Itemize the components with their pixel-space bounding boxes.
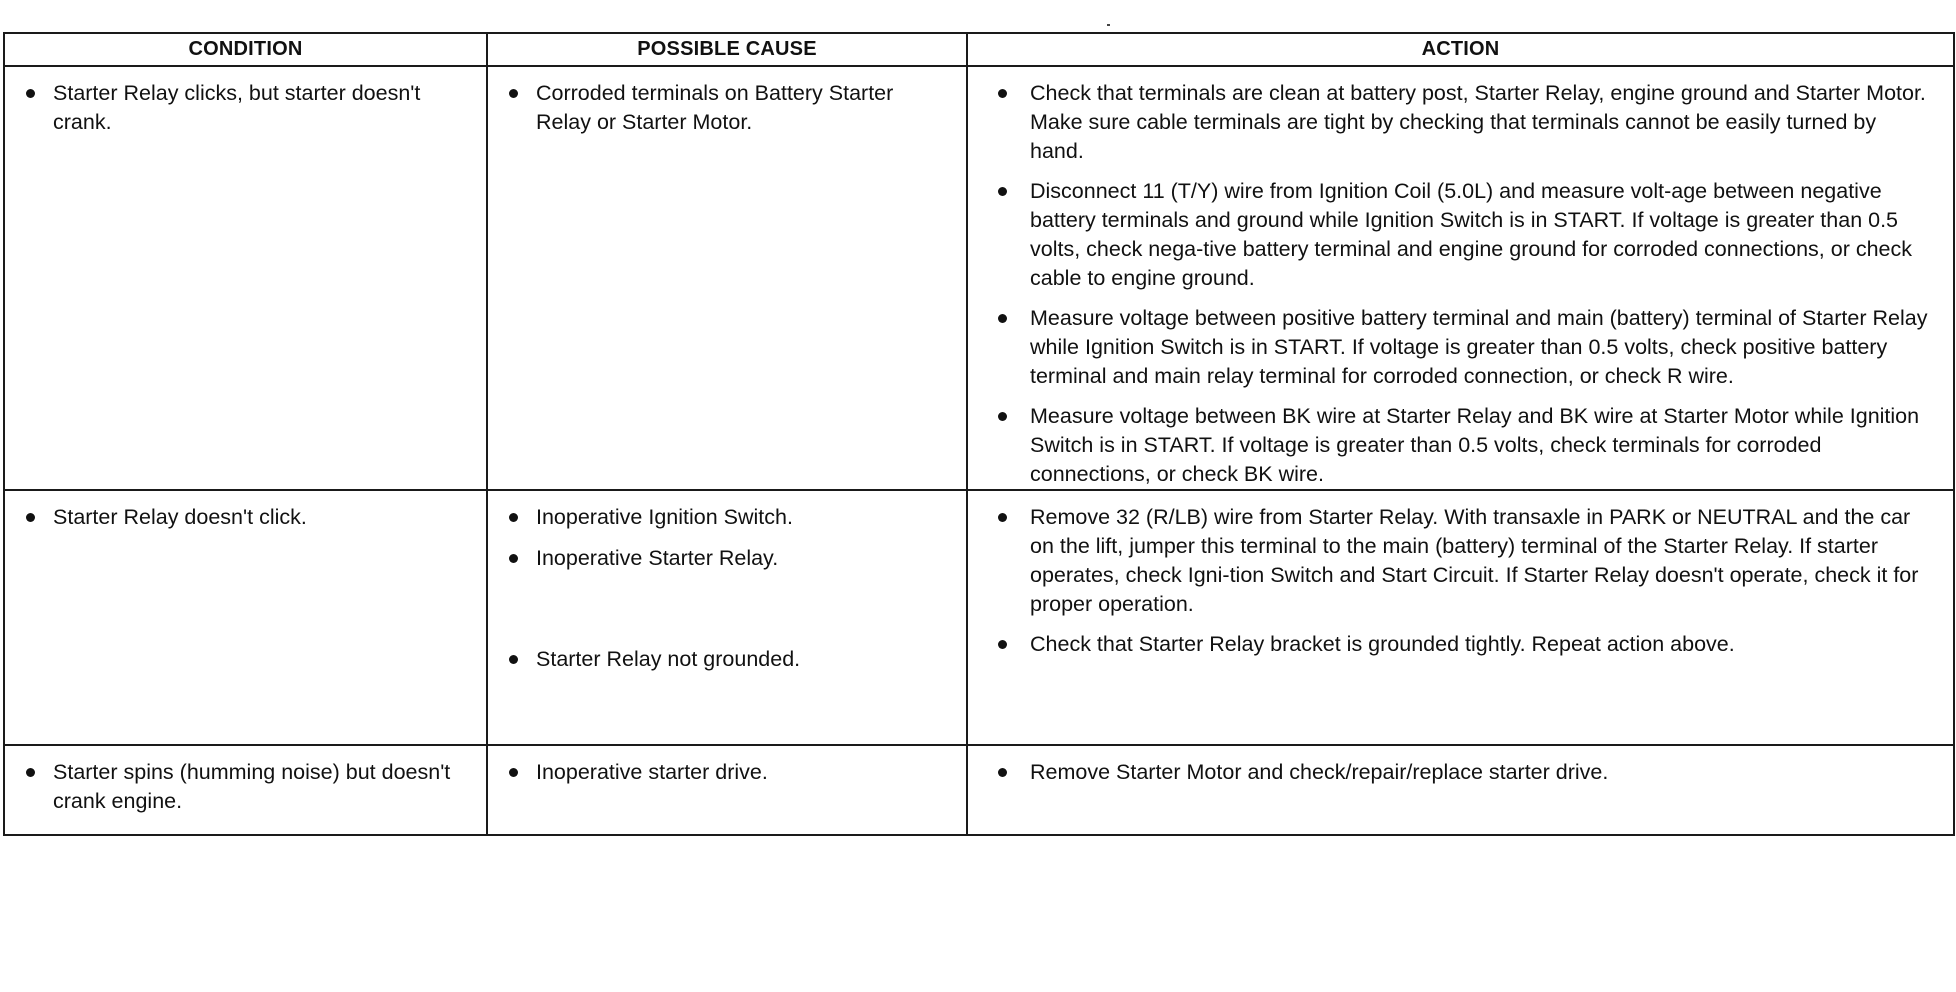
list-item <box>968 177 1953 293</box>
condition-text: Starter Relay clicks, but starter doesn't crank. <box>53 81 421 134</box>
diagnosis-table <box>3 32 1955 836</box>
condition-cell <box>4 490 487 745</box>
cause-text: Inoperative starter drive. <box>536 760 768 784</box>
table-header-row <box>4 33 1954 66</box>
bullet-icon <box>998 768 1007 777</box>
cause-text: Starter Relay not grounded. <box>536 647 801 671</box>
bullet-icon <box>998 89 1007 98</box>
condition-cell <box>4 745 487 835</box>
action-cell <box>967 745 1954 835</box>
action-text: Check that Starter Relay bracket is grounded tightly. Repeat action above. <box>1030 632 1735 656</box>
list-item <box>5 758 486 816</box>
header-action: ACTION <box>967 33 1954 66</box>
bullet-icon <box>509 768 518 777</box>
bullet-icon <box>509 554 518 563</box>
bullet-icon <box>26 768 35 777</box>
list-item <box>968 503 1953 619</box>
cause-cell <box>487 745 967 835</box>
action-text: Remove Starter Motor and check/repair/replace starter drive. <box>1030 760 1609 784</box>
spacer <box>488 573 966 633</box>
cause-cell <box>487 66 967 490</box>
list-item <box>968 304 1953 391</box>
list-item <box>488 503 966 532</box>
cause-text: Inoperative Starter Relay. <box>536 546 779 570</box>
stray-mark <box>1107 24 1110 26</box>
condition-cell <box>4 66 487 490</box>
bullet-icon <box>998 640 1007 649</box>
header-possible-cause: POSSIBLE CAUSE <box>487 33 967 66</box>
cause-cell <box>487 490 967 745</box>
action-text: Check that terminals are clean at battery post, Starter Relay, engine ground and Starter Motor. Make sure cable terminals are tight by checking that terminals cannot be easily turned by hand. <box>1030 81 1926 163</box>
bullet-icon <box>26 513 35 522</box>
list-item <box>5 503 486 532</box>
condition-text: Starter spins (humming noise) but doesn't crank engine. <box>53 760 451 813</box>
action-text: Disconnect 11 (T/Y) wire from Ignition Coil (5.0L) and measure volt-age between negative battery terminals and ground while Ignition Switch is in START. If voltage is greater than 0.5 volts, check nega-tive battery terminal and engine ground for corroded connections, or check cable to engine ground. <box>1030 179 1912 290</box>
table-row <box>4 490 1954 745</box>
action-cell <box>967 66 1954 490</box>
bullet-icon <box>998 187 1007 196</box>
action-text: Measure voltage between BK wire at Starter Relay and BK wire at Starter Motor while Ignition Switch is in START. If voltage is greater than 0.5 volts, check terminals for corroded connections, or check BK wire. <box>1030 404 1920 486</box>
bullet-icon <box>26 89 35 98</box>
table-row <box>4 66 1954 490</box>
list-item <box>488 544 966 573</box>
cause-text: Inoperative Ignition Switch. <box>536 505 793 529</box>
bullet-icon <box>998 513 1007 522</box>
list-item <box>5 79 486 137</box>
action-text: Remove 32 (R/LB) wire from Starter Relay. With transaxle in PARK or NEUTRAL and the car on the lift, jumper this terminal to the main (battery) terminal of the Starter Relay. If starter operates, check Igni-tion Switch and Start Circuit. If Starter Relay doesn't operate, check it for proper operation. <box>1030 505 1919 616</box>
list-item <box>488 79 966 137</box>
list-item <box>488 758 966 787</box>
cause-text: Corroded terminals on Battery Starter Relay or Starter Motor. <box>536 81 894 134</box>
list-item <box>968 758 1953 787</box>
list-item <box>968 402 1953 489</box>
list-item <box>968 79 1953 166</box>
bullet-icon <box>509 89 518 98</box>
bullet-icon <box>509 655 518 664</box>
list-item <box>968 630 1953 659</box>
condition-text: Starter Relay doesn't click. <box>53 505 307 529</box>
bullet-icon <box>998 314 1007 323</box>
header-condition: CONDITION <box>4 33 487 66</box>
table-row <box>4 745 1954 835</box>
bullet-icon <box>509 513 518 522</box>
action-text: Measure voltage between positive battery terminal and main (battery) terminal of Starter Relay while Ignition Switch is in START. If voltage is greater than 0.5 volts, check positive battery terminal and main relay terminal for corroded connection, or check R wire. <box>1030 306 1928 388</box>
list-item <box>488 645 966 674</box>
bullet-icon <box>998 412 1007 421</box>
action-cell <box>967 490 1954 745</box>
